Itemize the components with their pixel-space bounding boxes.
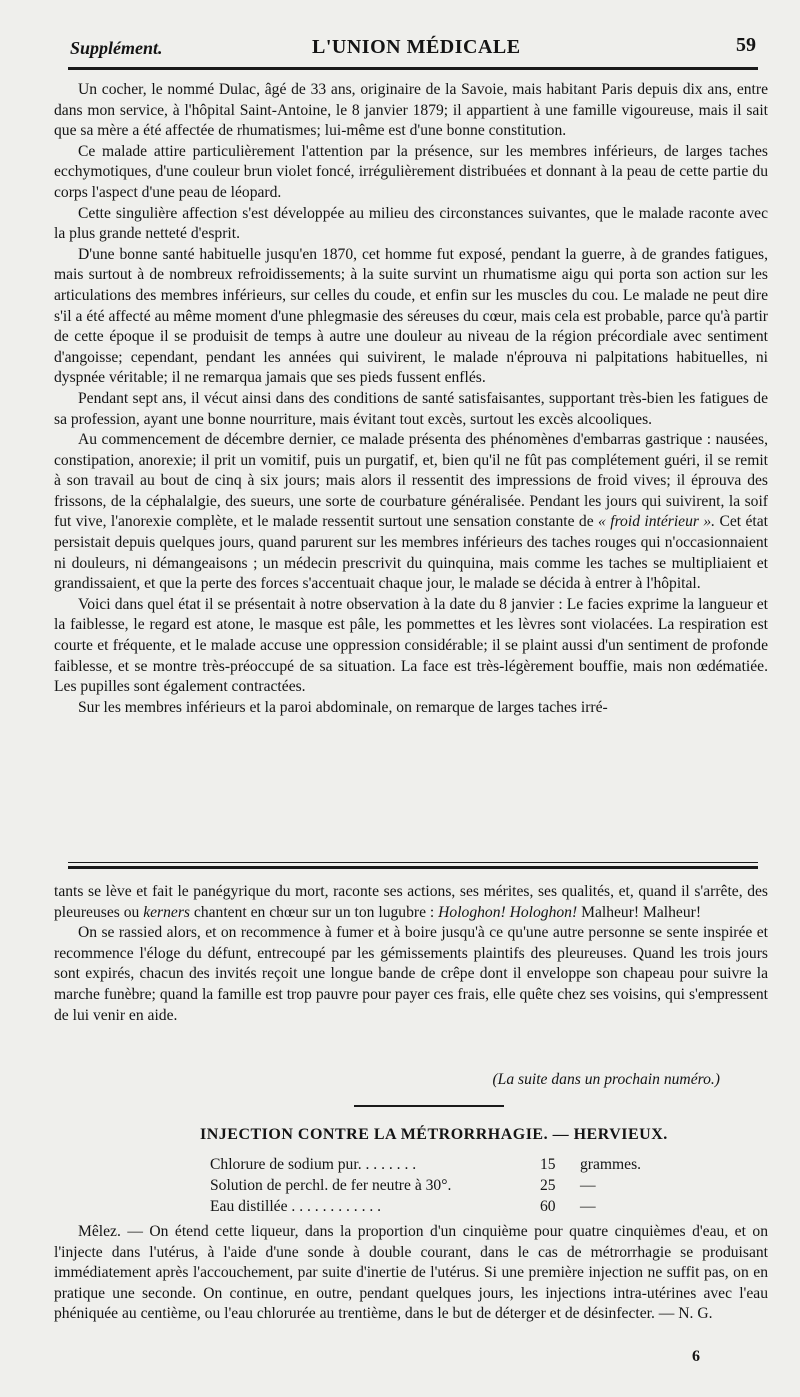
feuilleton-body [54, 882, 768, 1026]
ingredient-unit: — [580, 1198, 596, 1215]
feuilleton-chant: Hologhon! Hologhon! [438, 903, 578, 921]
feuilleton-text: Malheur! Malheur! [577, 903, 702, 921]
ingredient-name: Chlorure de sodium pur. . . . . . . . [210, 1156, 417, 1173]
ingredient-unit: — [580, 1177, 596, 1194]
feuilleton-rule-top [68, 862, 758, 863]
page-number: 59 [736, 34, 756, 56]
article-paragraph: Pendant sept ans, il vécut ainsi dans des conditions de santé satisfaisantes, supportant très-bien les fatigues de sa profession, ayant une bonne nourriture, mais évitant tout excès, surtout les excès alcooliques. [54, 389, 768, 428]
article-body [54, 80, 768, 718]
section-divider [354, 1105, 504, 1107]
article-paragraph: D'une bonne santé habituelle jusqu'en 1870, cet homme fut exposé, pendant la guerre, à de grandes fatigues, mais surtout à de nombreux refroidissements; à la suite survint un rhumatisme aigu qui porta son action sur les articulations des membres inférieurs, sur celles du coude, et enfin sur les muscles du cou. Le malade ne peut dire s'il a été affecté au même moment d'une phlegmasie des séreuses du cœur, mais cela est probable, parce qu'à partir de cette époque il se produisit de temps à autre une douleur au niveau de la région précordiale avec sentiment d'angoisse; cependant, pendant les années qui suivirent, le malade n'éprouva ni palpitations habituelles, ni dyspnée véritable; il ne remarqua jamais que ses pieds fussent enflés. [54, 245, 768, 387]
article-paragraph [54, 430, 768, 595]
article-paragraph: Un cocher, le nommé Dulac, âgé de 33 ans, originaire de la Savoie, mais habitant Paris depuis dix ans, entre dans mon service, à l'hôpital Saint-Antoine, le 8 janvier 1879; il appartient à une famille vigoureuse, mais il sait que sa mère a été affectée de rhumatismes; lui-même est d'une bonne constitution. [54, 81, 768, 140]
ingredient-name: Eau distillée . . . . . . . . . . . . [210, 1198, 382, 1215]
ingredient-quantity: 15 [540, 1156, 556, 1173]
article-paragraph: Sur les membres inférieurs et la paroi abdominale, on remarque de larges taches irré- [78, 698, 608, 716]
continued-note: (La suite dans un prochain numéro.) [492, 1071, 720, 1088]
article-paragraph: Ce malade attire particulièrement l'attention par la présence, sur les membres inférieurs, de larges taches ecchymotiques, d'une couleur brun violet foncé, irrégulièrement distribuées et donnant à la peau de cette partie du corps l'aspect d'une peau de léopard. [54, 142, 768, 201]
feuilleton-term: kerners [143, 903, 190, 921]
ingredient-quantity: 60 [540, 1198, 556, 1215]
section-label: Supplément. [70, 38, 163, 58]
ingredient-unit: grammes. [580, 1156, 642, 1173]
article-text: Au commencement de décembre dernier, ce malade présenta des phénomènes d'embarras gastrique : nausées, constipation, anorexie; il prit un vomitif, puis un purgatif, et, bien qu'il ne fût pas complétement guéri, il se remit à son travail au bout de cinq à six jours; mais alors il ressentit des impressions de froid vives; il éprouva des frissons, de la céphalalgie, des sueurs, une sorte de courbature généralisée. Pendant les jours qui suivirent, la soif fut vive, l'anorexie complète, et le malade ressentit surtout une sensation constante de [54, 431, 768, 531]
article-text: Cet état persistait depuis quelques jours, quand parurent sur les membres inférieurs des taches rouges qui n'occasionnaient ni douleurs, ni démangeaisons ; un médecin prescrivit du quinquina, mais comme les taches se multipliaient et grandissaient, et que la perte des forces s'accentuait chaque jour, le malade se décida à entrer à l'hôpital. [54, 513, 768, 593]
article-quote: « froid intérieur ». [598, 513, 716, 531]
feuilleton-text: tants se lève et fait le panégyrique du mort, raconte ses actions, ses mérites, ses qualités, et, quand il s'arrête, des pleureuses ou [54, 883, 768, 921]
feuilleton-rule-bottom [68, 866, 758, 869]
injection-title: INJECTION CONTRE LA MÉTRORRHAGIE. — HERVIEUX. [200, 1126, 668, 1143]
injection-paragraph: Mêlez. — On étend cette liqueur, dans la proportion d'un cinquième pour quatre cinquièmes d'eau, et on l'injecte dans l'utérus, à l'aide d'une sonde à double courant, dans le cas de métrorrhagie se produisant immédiatement après l'accouchement, par suite d'inertie de l'utérus. Si une première injection ne suffit pas, on en pratique une seconde. On continue, en outre, pendant quelques jours, les injections intra-utérines avec l'eau phéniquée au centième, ou l'eau chlorurée au trentième, dans le but de déterger et de désinfecter. — N. G. [54, 1223, 768, 1323]
article-paragraph: Cette singulière affection s'est développée au milieu des circonstances suivantes, que le malade raconte avec la plus grande netteté d'esprit. [54, 204, 768, 243]
feuilleton-paragraph: On se rassied alors, et on recommence à fumer et à boire jusqu'à ce qu'une autre personne se sente inspirée et recommence l'éloge du défunt, entrecoupé par les gémissements plaintifs des pleureuses. Quand les trois jours sont expirés, chacun des invités reçoit une longue bande de crêpe dont il enveloppe son chapeau pour suivre la marche funèbre; quand la famille est trop pauvre pour payer ces frais, elle quête chez ses voisins, qui s'empressent de lui venir en aide. [54, 924, 768, 1024]
ingredient-name: Solution de perchl. de fer neutre à 30°. [210, 1177, 452, 1194]
feuilleton-paragraph [54, 882, 768, 923]
journal-title: L'UNION MÉDICALE [312, 36, 521, 58]
page-header [70, 32, 756, 64]
header-rule [68, 67, 758, 70]
ingredient-quantity: 25 [540, 1177, 556, 1194]
article-paragraph: Voici dans quel état il se présentait à notre observation à la date du 8 janvier : Le facies exprime la langueur et la faiblesse, le regard est atone, le masque est pâle, les pommettes et les lèvres sont violacées. La respiration est courte et fréquente, et le malade accuse une oppression considérable; il se plaint aussi d'un sentiment de profonde faiblesse, et se montre très-préoccupé de sa situation. La face est très-légèrement bouffie, mais non œdématiée. Les pupilles sont également contractées. [54, 595, 768, 696]
signature-mark: 6 [692, 1348, 700, 1365]
injection-body [54, 1222, 768, 1325]
feuilleton-text: chantent en chœur sur un ton lugubre : [190, 903, 439, 921]
